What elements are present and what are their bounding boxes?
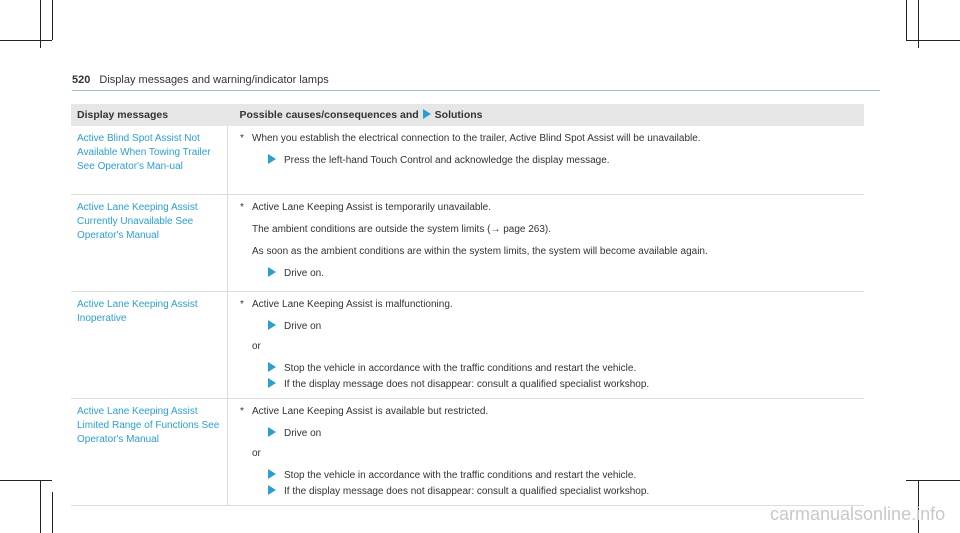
display-messages-table <box>71 104 864 506</box>
solution-step: Stop the vehicle in accordance with the traffic conditions and restart the vehicle. <box>240 362 858 376</box>
table-row <box>71 126 864 194</box>
table-header-row <box>71 104 864 126</box>
column-header-solutions <box>228 104 865 126</box>
triangle-right-icon <box>268 267 276 277</box>
display-message: Active Lane Keeping Assist Inoperative <box>71 291 228 398</box>
solutions-cell <box>228 291 865 398</box>
crop-mark <box>906 40 960 41</box>
column-header-solutions-label: Solutions <box>434 109 483 121</box>
crop-mark <box>52 492 53 533</box>
cause-detail: As soon as the ambient conditions are within the system limits, the system will become available again. <box>252 245 708 257</box>
cause-detail: The ambient conditions are outside the system limits (→ page 263). <box>252 223 552 235</box>
page-number: 520 <box>72 74 91 86</box>
triangle-right-icon <box>268 427 276 437</box>
cause-text: * Active Lane Keeping Assist is temporarily unavailable. <box>240 201 492 213</box>
triangle-right-icon <box>268 362 276 372</box>
crop-mark <box>0 480 52 481</box>
or-label: or <box>252 447 261 459</box>
crop-mark <box>40 480 41 533</box>
solution-step: If the display message does not disappear: consult a qualified specialist workshop. <box>240 485 858 499</box>
triangle-right-icon <box>268 378 276 388</box>
solution-step: Stop the vehicle in accordance with the traffic conditions and restart the vehicle. <box>240 469 858 483</box>
or-label: or <box>252 340 261 352</box>
solution-step: Drive on. <box>240 267 858 281</box>
table-row <box>71 194 864 291</box>
solutions-cell <box>228 126 865 194</box>
cause-text: * Active Lane Keeping Assist is malfunctioning. <box>240 298 453 310</box>
display-message: Active Blind Spot Assist Not Available When Towing Trailer See Operator's Man-ual <box>71 126 228 194</box>
page-title: Display messages and warning/indicator lamps <box>99 74 329 86</box>
table-row <box>71 398 864 505</box>
crop-mark <box>0 40 52 41</box>
solution-step: Press the left-hand Touch Control and acknowledge the display message. <box>240 154 858 168</box>
crop-mark <box>906 0 907 40</box>
table-row <box>71 291 864 398</box>
crop-mark <box>906 480 960 481</box>
cause-text: * Active Lane Keeping Assist is available but restricted. <box>240 405 489 417</box>
solution-step: If the display message does not disappear: consult a qualified specialist workshop. <box>240 378 858 392</box>
triangle-right-icon <box>423 109 431 119</box>
page-header <box>72 74 880 91</box>
column-header-causes: Possible causes/consequences and <box>239 109 419 121</box>
solution-step: Drive on <box>240 320 858 334</box>
solutions-cell <box>228 194 865 291</box>
triangle-right-icon <box>268 154 276 164</box>
cause-text: * When you establish the electrical connection to the trailer, Active Blind Spot Assist will be unavailable. <box>240 133 701 144</box>
column-header-display: Display messages <box>71 104 228 126</box>
triangle-right-icon <box>268 320 276 330</box>
solutions-cell <box>228 398 865 505</box>
solution-step: Drive on <box>240 427 858 441</box>
triangle-right-icon <box>268 469 276 479</box>
display-message: Active Lane Keeping Assist Currently Unavailable See Operator's Manual <box>71 194 228 291</box>
triangle-right-icon <box>268 485 276 495</box>
crop-mark <box>52 0 53 40</box>
watermark: carmanualsonline.info <box>770 504 946 524</box>
display-message: Active Lane Keeping Assist Limited Range of Functions See Operator's Manual <box>71 398 228 505</box>
